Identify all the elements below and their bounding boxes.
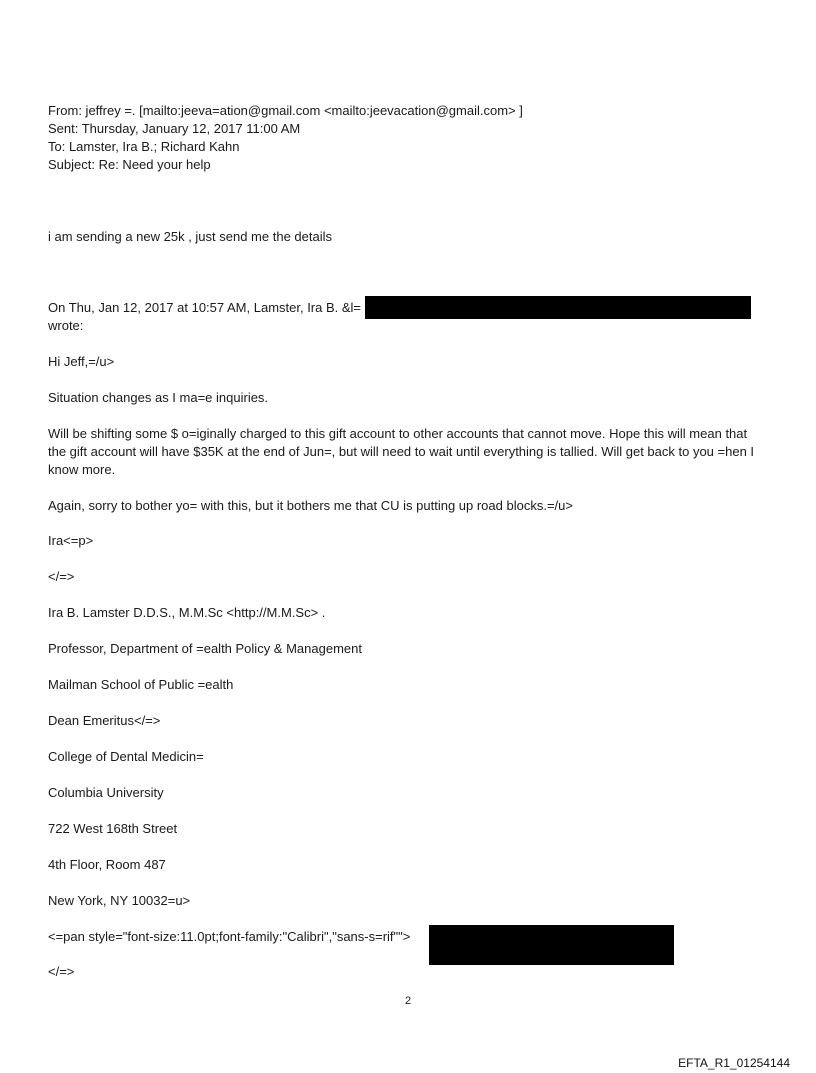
quote-wrote: wrote:: [48, 318, 84, 333]
email-sent-line: Sent: Thursday, January 12, 2017 11:00 AM: [48, 121, 301, 136]
signature-street: 722 West 168th Street: [48, 821, 178, 836]
sign-name: Ira<=p>: [48, 533, 94, 548]
email-to-line: To: Lamster, Ira B.; Richard Kahn: [48, 139, 240, 154]
signature-college: College of Dental Medicin=: [48, 749, 204, 764]
page-number: 2: [404, 995, 412, 1007]
email-from-line: From: jeffrey =. [mailto:jeeva=ation@gmail.com <mailto:jeevacation@gmail.com> ]: [48, 103, 523, 118]
markup-break: </=>: [48, 964, 75, 979]
shifting-paragraph: Will be shifting some $ o=iginally charged to this gift account to other accounts that cannot move. Hope this will mean that the gift account will have $35K at the end of Jun=, but will need to wait until everything is tallied. Will get back to you =hen I know more.: [48, 426, 755, 477]
signature-city: New York, NY 10032=u>: [48, 893, 191, 908]
redaction-box: [429, 925, 674, 965]
apology-paragraph: Again, sorry to bother yo= with this, but it bothers me that CU is putting up road blocks.=/u>: [48, 498, 573, 513]
span-markup-line: <=pan style="font-size:11.0pt;font-family:"Calibri","sans-s=rif"">: [48, 929, 411, 944]
markup-break: </=>: [48, 569, 75, 584]
quote-intro: On Thu, Jan 12, 2017 at 10:57 AM, Lamster, Ira B. &l=: [48, 300, 362, 315]
redaction-box: [365, 296, 751, 319]
document-id: EFTA_R1_01254144: [678, 1056, 790, 1070]
email-subject-line: Subject: Re: Need your help: [48, 157, 211, 172]
reply-text: i am sending a new 25k , just send me the details: [48, 229, 332, 244]
signature-university: Columbia University: [48, 785, 164, 800]
signature-floor: 4th Floor, Room 487: [48, 857, 166, 872]
signature-school: Mailman School of Public =ealth: [48, 677, 234, 692]
signature-professor: Professor, Department of =ealth Policy & Management: [48, 641, 362, 656]
greeting: Hi Jeff,=/u>: [48, 354, 115, 369]
situation-line: Situation changes as I ma=e inquiries.: [48, 390, 269, 405]
signature-dean: Dean Emeritus</=>: [48, 713, 161, 728]
signature-name: Ira B. Lamster D.D.S., M.M.Sc <http://M.M.Sc> .: [48, 605, 326, 620]
